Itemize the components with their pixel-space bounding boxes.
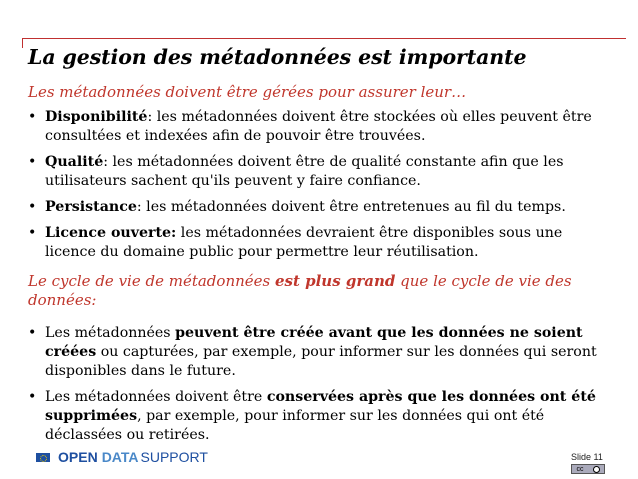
item-text: : les métadonnées doivent être de qualité constante afin que les utilisateurs sachent qu'ils peuvent y faire confiance.	[45, 154, 564, 189]
section-2-subtitle	[28, 272, 608, 310]
subtitle-pre: Le cycle de vie de métadonnées	[28, 272, 275, 290]
item-text: : les métadonnées doivent être entretenues au fil du temps.	[136, 199, 566, 215]
item-term: Licence ouverte:	[45, 225, 177, 241]
logo-support: SUPPORT	[140, 449, 208, 465]
logo-data: DATA	[101, 449, 139, 465]
logo-open: OPEN	[58, 449, 98, 465]
eu-flag-icon	[36, 453, 50, 462]
list-item-qualite	[28, 153, 608, 191]
subtitle-emphasis: est plus grand	[274, 272, 396, 290]
item-text: ou capturées, par exemple, pour informer sur les données qui seront disponibles dans le future.	[45, 344, 597, 379]
subtitle-post: que le cycle de vie des données:	[28, 272, 572, 309]
section-2-list	[28, 324, 608, 452]
section-1-subtitle: Les métadonnées doivent être gérées pour assurer leur…	[28, 83, 467, 101]
item-pre: Les métadonnées doivent être	[45, 389, 267, 405]
item-pre: Les métadonnées	[45, 325, 176, 341]
header-rule-tick	[22, 38, 23, 48]
slide-number: Slide 11	[571, 452, 603, 462]
creative-commons-badge	[571, 464, 605, 474]
item-term: Disponibilité	[45, 109, 148, 125]
item-text: , par exemple, pour informer sur les données qui ont été déclassées ou retirées.	[45, 408, 545, 443]
header-rule	[22, 38, 626, 39]
section-1-list	[28, 108, 608, 269]
cc-label: cc	[576, 465, 584, 473]
slide-title: La gestion des métadonnées est importante	[28, 45, 527, 69]
list-item-persistance	[28, 198, 608, 217]
bullet-icon: •	[28, 109, 37, 125]
list-item-conservation	[28, 388, 608, 445]
item-term: conservées après que les données ont été supprimées	[45, 389, 596, 424]
bullet-icon: •	[28, 199, 37, 215]
bullet-icon: •	[28, 325, 37, 341]
bullet-icon: •	[28, 225, 37, 241]
item-term: peuvent être créée avant que les données ne soient créées	[45, 325, 583, 360]
item-text: les métadonnées devraient être disponibles sous une licence du domaine public pour permettre leur réutilisation.	[45, 225, 563, 260]
cc-by-icon	[593, 466, 600, 473]
open-data-support-logo	[36, 449, 208, 465]
list-item-licence	[28, 224, 608, 262]
list-item-disponibilite	[28, 108, 608, 146]
item-text: : les métadonnées doivent être stockées où elles peuvent être consultées et indexées afin de pouvoir être trouvées.	[45, 109, 592, 144]
bullet-icon: •	[28, 154, 37, 170]
item-term: Persistance	[45, 199, 137, 215]
item-term: Qualité	[45, 154, 104, 170]
list-item-creation	[28, 324, 608, 381]
bullet-icon: •	[28, 389, 37, 405]
